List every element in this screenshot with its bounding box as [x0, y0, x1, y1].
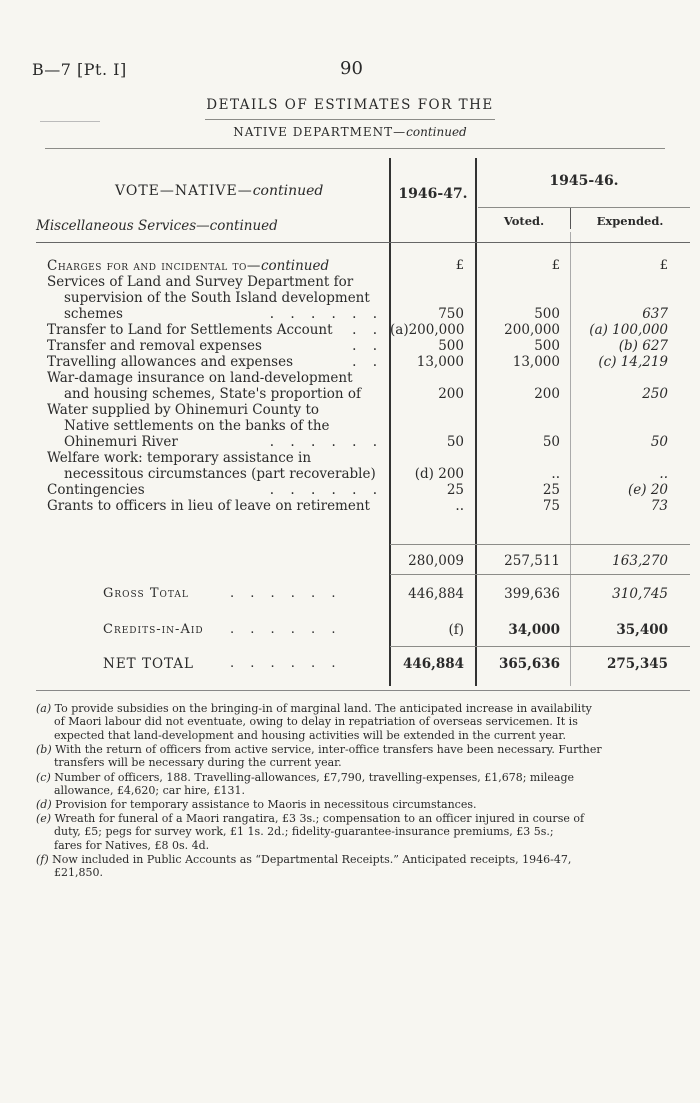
page-number: 90 [340, 58, 363, 79]
net-total-label: NET TOTAL [103, 656, 195, 672]
credits-voted: 34,000 [508, 622, 560, 638]
column-1945-46: 1945-46. [549, 173, 619, 189]
column-voted: Voted. [503, 214, 545, 228]
table-row: Transfer to Land for Settlements Account . . [47, 322, 383, 338]
currency-voted: £ [551, 258, 560, 273]
table-row: Ohinemuri River . . . . . . [64, 434, 383, 450]
head-rule [36, 242, 690, 243]
cell-voted: 50 [542, 434, 560, 450]
table-row: Native settlements on the banks of the [64, 418, 330, 434]
table-bottom-rule [36, 690, 690, 691]
cell-1946: 50 [446, 434, 464, 450]
subtotal-voted: 257,511 [504, 553, 560, 569]
table-row: Travelling allowances and expenses . . [47, 354, 383, 370]
table-row: necessitous circumstances (part recoverable) [64, 466, 376, 482]
table-row: supervision of the South Island development [64, 290, 370, 306]
cell-voted: 75 [542, 498, 560, 514]
table-row: schemes . . . . . . [64, 306, 383, 322]
cell-expended: (e) 20 [628, 482, 668, 498]
cell-voted: 25 [542, 482, 560, 498]
cell-1946: .. [455, 498, 464, 514]
cell-voted: 200 [534, 386, 560, 402]
document-reference: B—7 [Pt. I] [32, 60, 127, 79]
title-rule-left [40, 121, 100, 122]
cell-1946: 13,000 [416, 354, 464, 370]
footnote-f: (f) Now included in Public Accounts as “Departmental Receipts.” Anticipated receipts, 1946-47, £21,850. [36, 853, 572, 880]
currency-1946: £ [455, 258, 464, 273]
subtotal-1946: 280,009 [408, 553, 464, 569]
footnote-d: (d) Provision for temporary assistance to Maoris in necessitous circumstances. [36, 798, 477, 811]
credits-expended: 35,400 [616, 622, 668, 638]
cell-voted: 13,000 [512, 354, 560, 370]
table-row: Transfer and removal expenses . . [47, 338, 383, 354]
cell-1946: 500 [438, 338, 464, 354]
net-1946: 446,884 [402, 656, 464, 672]
subtotal-bottom-rule [390, 574, 690, 575]
cell-expended: 50 [650, 434, 668, 450]
cell-1946: (d) 200 [414, 466, 464, 482]
cell-expended: 637 [642, 306, 668, 322]
cell-voted: 500 [534, 306, 560, 322]
cell-voted: 500 [534, 338, 560, 354]
table-divider-3 [570, 232, 571, 686]
cell-expended: .. [659, 466, 668, 482]
gross-voted: 399,636 [504, 586, 560, 602]
footnote-c: (c) Number of officers, 188. Travelling-allowances, £7,790, travelling-expenses, £1,678; mileage allowance, £4,620; car hire, £131. [36, 771, 575, 798]
cell-expended: 250 [642, 386, 668, 402]
vote-heading: VOTE—NATIVE—continued [115, 183, 324, 199]
cell-voted: .. [551, 466, 560, 482]
cell-1946: 200 [438, 386, 464, 402]
gross-total-label: Gross Total [103, 586, 189, 601]
credits-leader: . . . . . . [230, 622, 342, 637]
cell-1946: (a)200,000 [390, 322, 465, 338]
page-subtitle: NATIVE DEPARTMENT—continued [233, 125, 467, 139]
table-row: Contingencies . . . . . . [47, 482, 383, 498]
net-rule [390, 646, 690, 647]
group-heading: Charges for and incidental to—continued [47, 258, 330, 274]
cell-expended: (a) 100,000 [589, 322, 668, 338]
subtotal-rule [390, 544, 690, 545]
section-heading: Miscellaneous Services—continued [36, 218, 278, 234]
cell-expended: (c) 14,219 [598, 354, 668, 370]
net-voted: 365,636 [498, 656, 560, 672]
cell-expended: (b) 627 [618, 338, 668, 354]
title-underline [205, 119, 495, 120]
gross-leader: . . . . . . [230, 586, 342, 601]
net-expended: 275,345 [606, 656, 668, 672]
cell-expended: 73 [650, 498, 668, 514]
cell-1946: 25 [446, 482, 464, 498]
table-divider-2 [475, 158, 477, 686]
table-row: Services of Land and Survey Department for [47, 274, 354, 290]
table-row: Grants to officers in lieu of leave on retirement [47, 498, 370, 514]
footnote-a: (a) To provide subsidies on the bringing-in of marginal land. The anticipated increase in availability of Maori labour did not eventuate, owing to delay in repatriation of overseas servicemen. It is expected that land-development and housing activities will be extended in the current year. [36, 702, 592, 742]
column-expended: Expended. [596, 214, 664, 228]
credits-1946: (f) [448, 622, 464, 638]
cell-1946: 750 [438, 306, 464, 322]
page-title: DETAILS OF ESTIMATES FOR THE [206, 97, 494, 113]
net-leader: . . . . . . [230, 656, 342, 671]
table-row: Water supplied by Ohinemuri County to [47, 402, 319, 418]
table-row: War-damage insurance on land-development [47, 370, 353, 386]
footnote-e: (e) Wreath for funeral of a Maori rangatira, £3 3s.; compensation to an officer injured in course of duty, £5; pegs for survey work, £1 1s. 2d.; fidelity-guarantee-insurance premiums, £3 5s.; fares for Natives, £8 0s. 4d. [36, 812, 585, 852]
footnote-b: (b) With the return of officers from active service, inter-office transfers have been necessary. Further transfers will be necessary during the current year. [36, 743, 602, 770]
gross-1946: 446,884 [408, 586, 464, 602]
head-rule-1945 [478, 207, 690, 208]
table-row: Welfare work: temporary assistance in [47, 450, 312, 466]
table-divider-1 [389, 158, 391, 686]
currency-expended: £ [659, 258, 668, 273]
header-rule [45, 148, 665, 149]
subtotal-expended: 163,270 [612, 553, 668, 569]
column-1946-47: 1946-47. [398, 186, 468, 202]
table-row: and housing schemes, State's proportion of [64, 386, 362, 402]
cell-voted: 200,000 [504, 322, 560, 338]
credits-in-aid-label: Credits-in-Aid [103, 622, 204, 637]
gross-expended: 310,745 [612, 586, 668, 602]
